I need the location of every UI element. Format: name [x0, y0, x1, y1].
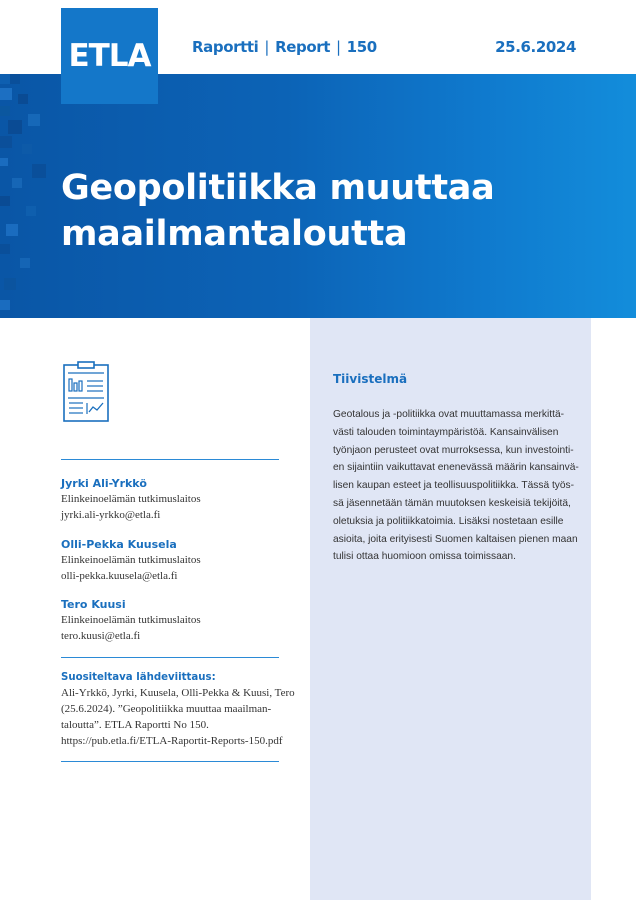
summary-panel: [310, 318, 591, 900]
citation-line: Ali-Yrkkö, Jyrki, Kuusela, Olli-Pekka & Kuusi, Tero: [61, 687, 295, 699]
citation-line: taloutta”. ETLA Raportti No 150.: [61, 719, 209, 731]
summary-line: Geotalous ja -politiikka ovat muuttamassa merkittä-: [333, 409, 565, 420]
summary-line: työnjaon perusteet ovat murroksessa, kun investointi-: [333, 444, 574, 456]
author-email[interactable]: olli-pekka.kuusela@etla.fi: [61, 570, 178, 582]
author-name: Jyrki Ali-Yrkkö: [61, 477, 147, 490]
summary-line: en sijaintiin vaikuttavat enenevässä määrin kansainvä-: [333, 462, 579, 474]
author-name: Tero Kuusi: [61, 598, 126, 611]
summary-heading: Tiivistelmä: [333, 372, 408, 386]
summary-line: västi talouden toimintaympäristöä. Kansainvälisen: [333, 426, 559, 438]
divider: [61, 459, 279, 460]
logo-text: ETLA: [68, 38, 151, 74]
author-block: [61, 537, 291, 584]
report-series: [192, 38, 377, 56]
author-org: Elinkeinoelämän tutkimuslaitos: [61, 554, 201, 566]
author-block: [61, 597, 291, 644]
report-title: [61, 165, 494, 257]
series-raportti: Raportti: [192, 38, 259, 56]
series-number: 150: [346, 38, 377, 56]
series-separator: |: [336, 38, 341, 56]
divider: [61, 761, 279, 762]
summary-line: lisen kaupan esteet ja teollisuuspolitiikka. Tässä työs-: [333, 480, 575, 492]
summary-line: tulisi ottaa huomioon omissa toimissaan.: [333, 551, 516, 563]
author-block: [61, 476, 291, 523]
etla-logo: [61, 8, 158, 104]
title-line: Geopolitiikka muuttaa: [61, 168, 495, 208]
author-email[interactable]: tero.kuusi@etla.fi: [61, 630, 141, 642]
citation-block: [61, 670, 295, 749]
report-document-icon: [61, 361, 111, 423]
author-name: Olli-Pekka Kuusela: [61, 538, 177, 551]
citation-heading: Suositeltava lähdeviittaus:: [61, 672, 216, 683]
series-report: Report: [275, 38, 330, 56]
summary-text: [333, 406, 579, 566]
author-org: Elinkeinoelämän tutkimuslaitos: [61, 493, 201, 505]
title-line: maailmantaloutta: [61, 214, 408, 254]
divider: [61, 657, 279, 658]
series-separator: |: [264, 38, 270, 56]
author-email[interactable]: jyrki.ali-yrkko@etla.fi: [61, 509, 161, 521]
summary-line: asioita, joita erityisesti Suomen kaltaisen pienen maan: [333, 533, 578, 545]
summary-line: oletuksia ja politiikkatoimia. Lisäksi nostetaan esille: [333, 515, 564, 527]
citation-line: (25.6.2024). ”Geopolitiikka muuttaa maailman-: [61, 703, 272, 715]
citation-url[interactable]: https://pub.etla.fi/ETLA-Raportit-Reports-150.pdf: [61, 735, 283, 747]
summary-line: sä jäsennetään tämän muutoksen keskeisiä tekijöitä,: [333, 497, 571, 509]
author-org: Elinkeinoelämän tutkimuslaitos: [61, 614, 201, 626]
report-date: 25.6.2024: [495, 38, 576, 56]
